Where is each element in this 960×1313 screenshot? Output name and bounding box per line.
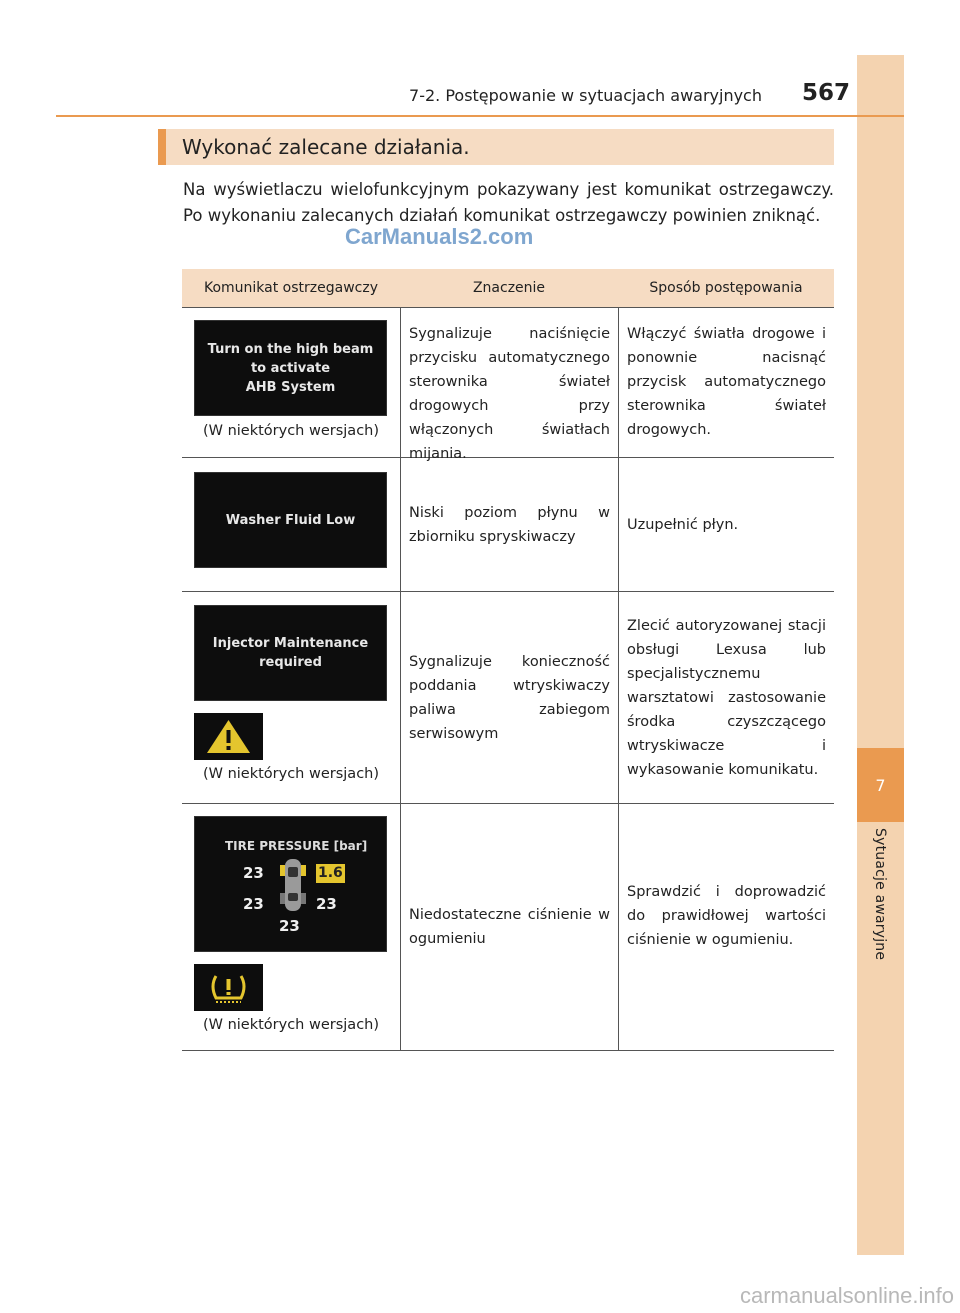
action-cell xyxy=(618,458,834,591)
variant-note: (W niektórych wersjach) xyxy=(202,1017,380,1033)
action-cell xyxy=(618,804,834,1050)
screen-line: required xyxy=(259,655,322,670)
meaning-cell xyxy=(400,458,618,591)
action-text: Sprawdzić i doprowadzić do prawidłowej wartości ciśnienie w ogumieniu. xyxy=(627,884,826,948)
display-screen-ahb xyxy=(194,320,387,416)
message-cell xyxy=(182,804,400,1050)
table-row xyxy=(182,592,834,804)
action-cell xyxy=(618,308,834,457)
action-text: Zlecić autoryzowanej stacji obsługi Lexusa lub specjalistycznemu warsztatowi zastosowanie środka czyszczącego wtryskiwacze i wykasowanie komunikatu. xyxy=(627,617,826,778)
action-cell xyxy=(618,592,834,803)
message-cell xyxy=(182,308,400,457)
screen-line: to activate xyxy=(250,360,331,376)
intro-paragraph: Na wyświetlaczu wielofunkcyjnym pokazywany jest komunikat ostrzegawczy. Po wykonaniu zalecanych działań komunikat ostrzegawczy powinien zniknąć. xyxy=(183,180,834,225)
action-text: Uzupełnić płyn. xyxy=(627,516,739,533)
running-header: 7-2. Postępowanie w sytuacjach awaryjnych xyxy=(409,86,762,105)
chapter-number: 7 xyxy=(857,748,904,822)
meaning-text: Sygnalizuje naciśnięcie przycisku automatycznego sterownika świateł drogowych przy włączonych światłach mijania. xyxy=(409,326,610,462)
footer-watermark: carmanualsonline.info xyxy=(739,1283,954,1308)
tire-value-spare: 23 xyxy=(279,917,300,935)
table-row xyxy=(182,308,834,462)
screen-line: AHB System xyxy=(245,379,336,395)
tire-value-rear-left: 23 xyxy=(243,895,264,913)
section-heading-bar xyxy=(158,129,834,165)
meaning-cell xyxy=(400,308,618,462)
meaning-text: Sygnalizuje konieczność poddania wtryskiwaczy paliwa zabiegom serwisowym xyxy=(409,653,610,742)
screen-line: Turn on the high beam xyxy=(207,341,374,357)
message-cell xyxy=(182,592,400,803)
action-text: Włączyć światła drogowe i ponownie nacisnąć przycisk automatycznego sterownika świateł drogowych. xyxy=(627,326,826,438)
column-header-action: Sposób postępowania xyxy=(649,280,803,296)
display-screen-tire-pressure xyxy=(194,816,387,952)
meaning-text: Niski poziom płynu w zbiorniku spryskiwaczy xyxy=(409,504,610,545)
column-header-message: Komunikat ostrzegawczy xyxy=(203,280,378,296)
watermark-text: CarManuals2.com xyxy=(345,224,534,249)
column-header-meaning: Znaczenie xyxy=(472,280,546,296)
header-rule xyxy=(56,115,904,117)
screen-line: Washer Fluid Low xyxy=(225,512,356,528)
meaning-cell xyxy=(400,804,618,1050)
chapter-side-tab xyxy=(857,55,904,1255)
chapter-label: Sytuacje awaryjne xyxy=(872,828,888,961)
tire-pressure-title: TIRE PRESSURE [bar] xyxy=(225,839,368,853)
screen-line: Injector Maintenance xyxy=(212,636,369,651)
tire-pressure-warning-icon xyxy=(194,964,263,1011)
table-row xyxy=(182,458,834,592)
meaning-cell xyxy=(400,592,618,803)
tire-value-front-left: 23 xyxy=(243,864,264,882)
variant-note: (W niektórych wersjach) xyxy=(202,766,380,782)
meaning-text: Niedostateczne ciśnienie w ogumieniu xyxy=(409,907,610,947)
car-top-view-icon xyxy=(279,857,307,913)
message-cell xyxy=(182,458,400,591)
tire-value-front-right: 1.6 xyxy=(318,865,343,881)
page-number: 567 xyxy=(802,80,851,106)
display-screen-injector xyxy=(194,605,387,701)
table-row xyxy=(182,804,834,1051)
tire-value-rear-right: 23 xyxy=(316,895,337,913)
section-title: Wykonać zalecane działania. xyxy=(182,135,470,159)
display-screen-washer xyxy=(194,472,387,568)
variant-note: (W niektórych wersjach) xyxy=(202,423,380,439)
warning-message-table xyxy=(182,269,834,1051)
warning-triangle-icon xyxy=(194,713,263,760)
table-header-row xyxy=(182,269,834,308)
